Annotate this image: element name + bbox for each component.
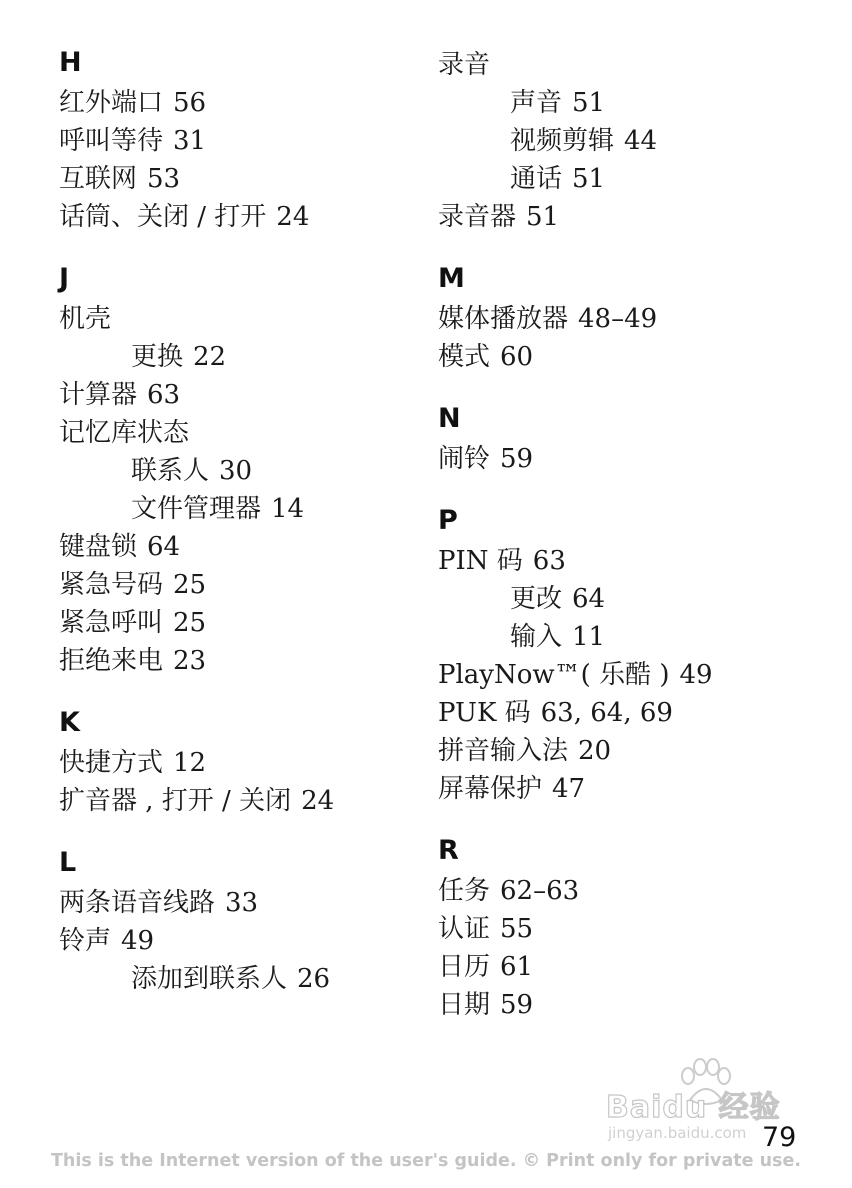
entry-term: 机壳 [59,304,112,334]
entry-term: 添加到联系人 [131,964,288,994]
index-entry [438,986,838,1024]
index-column-right [438,46,838,1050]
entry-pages: 63, 64, 69 [540,698,673,728]
entry-term: 呼叫等待 [59,126,164,156]
entry-term: 更改 [510,584,563,614]
entry-term: 扩音器 , 打开 / 关闭 [59,786,292,816]
section-letter: J [59,263,70,294]
entry-pages: 33 [225,888,259,918]
entry-pages: 24 [276,202,310,232]
entry-pages: 59 [500,444,534,474]
entry-pages: 14 [271,494,305,524]
entry-pages: 49 [121,926,155,956]
index-subentry [438,580,838,618]
entry-pages: 49 [679,660,713,690]
entry-term: 日期 [438,990,491,1020]
entry-pages: 51 [572,164,606,194]
entry-pages: 24 [301,786,335,816]
entry-term: 输入 [510,622,563,652]
watermark-logo-text: Baidu 经验 [606,1090,781,1125]
entry-pages: 63 [147,380,181,410]
section-letter: R [438,835,459,866]
entry-pages: 26 [297,964,331,994]
index-entry [59,84,429,122]
entry-pages: 25 [173,570,207,600]
footer-notice: This is the Internet version of the user's guide. © Print only for private use. [51,1151,801,1171]
index-entry [59,198,429,236]
index-entry [438,198,838,236]
index-section [59,846,429,998]
index-entry [438,300,838,338]
index-section [59,706,429,820]
entry-pages: 12 [173,748,207,778]
index-section [438,262,838,376]
entry-term: 键盘锁 [59,532,138,562]
index-subentry [59,338,429,376]
entry-pages: 23 [173,646,207,676]
entry-term: 两条语音线路 [59,888,216,918]
entry-pages: 61 [500,952,534,982]
index-subentry [59,490,429,528]
entry-term: 视频剪辑 [510,126,615,156]
index-section [59,46,429,236]
index-subentry [438,84,838,122]
entry-term: 声音 [510,88,563,118]
entry-term: 任务 [438,876,491,906]
index-entry [438,910,838,948]
index-entry [59,922,429,960]
entry-term: 更换 [131,342,184,372]
index-entry [59,376,429,414]
section-letter: P [438,505,458,536]
entry-pages: 53 [147,164,181,194]
entry-term: 闹铃 [438,444,491,474]
entry-term: 认证 [438,914,491,944]
entry-term: 拼音输入法 [438,736,569,766]
index-section [438,504,838,808]
entry-term: 紧急呼叫 [59,608,164,638]
index-section [438,834,838,1024]
index-entry [59,642,429,680]
index-section [438,46,838,236]
entry-pages: 47 [552,774,586,804]
page-number: 79 [762,1122,797,1153]
entry-pages: 55 [500,914,534,944]
entry-pages: 56 [173,88,207,118]
entry-term: 联系人 [131,456,210,486]
entry-pages: 51 [526,202,560,232]
entry-term: 拒绝来电 [59,646,164,676]
section-letter: K [59,707,80,738]
entry-term: 媒体播放器 [438,304,569,334]
entry-term: 铃声 [59,926,112,956]
index-entry [59,300,429,338]
entry-term: 话筒、关闭 / 打开 [59,202,267,232]
entry-pages: 63 [532,546,566,576]
entry-term: PIN 码 [438,546,523,576]
entry-pages: 22 [193,342,227,372]
entry-term: 日历 [438,952,491,982]
index-section [438,402,838,478]
entry-term: 模式 [438,342,491,372]
entry-term: 屏幕保护 [438,774,543,804]
index-entry [438,948,838,986]
index-entry [59,122,429,160]
index-entry [438,872,838,910]
index-entry [438,542,838,580]
index-subentry [438,618,838,656]
index-entry [59,782,429,820]
index-entry [438,656,838,694]
entry-pages: 64 [572,584,606,614]
entry-term: PlayNow™( 乐酷 ) [438,660,670,690]
entry-term: PUK 码 [438,698,531,728]
section-letter: L [59,847,77,878]
index-subentry [438,160,838,198]
index-entry [59,604,429,642]
entry-pages: 64 [147,532,181,562]
index-entry [59,160,429,198]
entry-pages: 51 [572,88,606,118]
entry-pages: 30 [219,456,253,486]
entry-pages: 11 [572,622,606,652]
entry-pages: 25 [173,608,207,638]
watermark-url: jingyan.baidu.com [608,1124,747,1142]
entry-term: 紧急号码 [59,570,164,600]
index-entry [59,414,429,452]
entry-term: 红外端口 [59,88,164,118]
index-entry [438,440,838,478]
index-entry [438,732,838,770]
entry-term: 录音 [438,50,491,80]
entry-term: 录音器 [438,202,517,232]
index-entry [59,566,429,604]
index-entry [438,694,838,732]
section-letter: M [438,263,465,294]
index-subentry [59,452,429,490]
index-entry [59,884,429,922]
index-entry [438,338,838,376]
entry-pages: 62–63 [500,876,580,906]
entry-term: 互联网 [59,164,138,194]
entry-term: 计算器 [59,380,138,410]
entry-pages: 59 [500,990,534,1020]
entry-pages: 44 [624,126,658,156]
entry-term: 快捷方式 [59,748,164,778]
section-letter: H [59,47,82,78]
index-entry [438,770,838,808]
index-subentry [438,122,838,160]
entry-pages: 31 [173,126,207,156]
index-subentry [59,960,429,998]
index-section [59,262,429,680]
entry-pages: 60 [500,342,534,372]
index-entry [59,528,429,566]
entry-pages: 48–49 [578,304,658,334]
section-letter: N [438,403,461,434]
entry-term: 记忆库状态 [59,418,190,448]
index-entry [438,46,838,84]
index-entry [59,744,429,782]
entry-term: 文件管理器 [131,494,262,524]
entry-pages: 20 [578,736,612,766]
entry-term: 通话 [510,164,563,194]
index-column-left [59,46,429,1024]
